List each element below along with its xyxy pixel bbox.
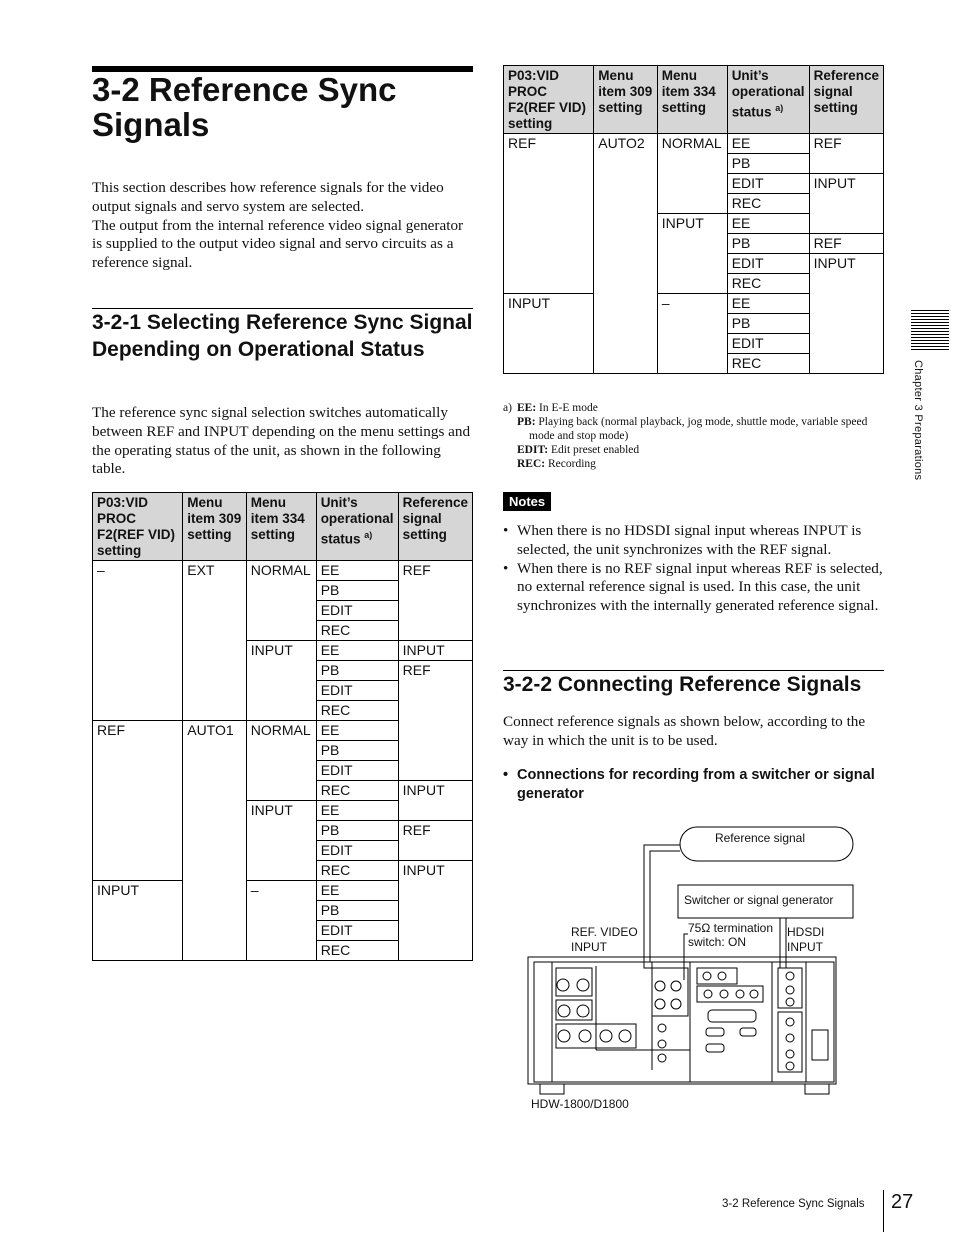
table-cell: REC [316, 941, 398, 961]
bullet-mark: • [503, 767, 509, 783]
subsection-2-text: Connect reference signals as shown below, according to the way in which the unit is to be used. [503, 713, 866, 749]
table-cell: PB [316, 821, 398, 841]
table-cell: PB [316, 581, 398, 601]
table-cell: PB [316, 661, 398, 681]
table-cell: REF [398, 821, 472, 861]
note-item: • When there is no HDSDI signal input whereas INPUT is selected, the unit synchronizes with the REF signal. [503, 522, 888, 560]
footnote-marker: a) [364, 530, 373, 540]
table-cell: EDIT [316, 681, 398, 701]
table-cell: EE [316, 721, 398, 741]
table-cell: NORMAL [246, 561, 316, 641]
table-cell: PB [316, 741, 398, 761]
table-cell: REC [316, 781, 398, 801]
table-cell: EE [316, 561, 398, 581]
notes-list [503, 522, 888, 616]
table-cell: REF [398, 561, 472, 641]
table-cell: REC [316, 861, 398, 881]
table-cell: – [246, 881, 316, 961]
header-operational-status [727, 66, 809, 134]
header-menu-334: Menu item 334 setting [657, 66, 727, 134]
table-cell: INPUT [93, 881, 183, 961]
table-cell: NORMAL [657, 134, 727, 214]
footnote-desc: Recording [548, 458, 596, 470]
footnote-wrap [517, 415, 883, 443]
footnote-term: EDIT: [517, 444, 549, 456]
hdsdi-input-label [787, 925, 824, 955]
table-cell: EDIT [316, 841, 398, 861]
table-cell: INPUT [246, 801, 316, 881]
table-cell: EDIT [727, 254, 809, 274]
chapter-label: Chapter 3 Preparations [912, 360, 924, 481]
table-cell: PB [316, 901, 398, 921]
reference-table-2 [503, 65, 884, 374]
ref-video-input-line: REF. VIDEO [571, 925, 638, 939]
connection-bullet [503, 766, 888, 804]
header-menu-309: Menu item 309 setting [183, 493, 247, 561]
table-cell: INPUT [657, 214, 727, 294]
table-cell: PB [727, 234, 809, 254]
table-cell: AUTO1 [183, 721, 247, 961]
footnote-line [503, 415, 883, 443]
header-reference-signal: Reference signal setting [809, 66, 883, 134]
footer-section: 3-2 Reference Sync Signals [722, 1198, 865, 1210]
footnote-line [503, 457, 883, 471]
table-cell: EXT [183, 561, 247, 721]
hdsdi-input-line: HDSDI [787, 925, 825, 939]
table-cell: EDIT [316, 921, 398, 941]
header-menu-309: Menu item 309 setting [594, 66, 658, 134]
footnote-term: PB: [517, 416, 536, 428]
footnote-label: a) [503, 402, 512, 414]
footnote-desc: Playing back (normal playback, jog mode, shuttle mode, variable speed mode and stop mode) [529, 416, 868, 442]
subsection-1-text: The reference sync signal selection switches automatically between REF and INPUT depending on the menu settings and the operating status of the unit, as shown in the following table. [92, 404, 471, 478]
table-cell: INPUT [504, 294, 594, 374]
termination-label [688, 921, 773, 949]
table-cell: PB [727, 314, 809, 334]
subsection-2-title: 3-2-2 Connecting Reference Signals [503, 673, 862, 696]
section-rule [92, 308, 473, 309]
table-cell: REC [727, 354, 809, 374]
intro-paragraph-2: The output from the internal reference video signal generator is supplied to the output video signal and servo circuits as a reference signal. [92, 216, 464, 272]
model-label: HDW-1800/D1800 [531, 1097, 629, 1111]
subsection-1-title: 3-2-1 Selecting Reference Sync Signal Depending on Operational Status [92, 311, 473, 361]
table-cell: EE [316, 881, 398, 901]
table-cell: REC [316, 621, 398, 641]
footer-rule [883, 1190, 884, 1232]
footnote-line [503, 443, 883, 457]
table-cell: INPUT [398, 781, 472, 821]
chapter-tab [911, 310, 949, 352]
table-cell: – [657, 294, 727, 374]
reference-table-1 [92, 492, 473, 961]
table-cell: EDIT [316, 761, 398, 781]
table-cell: EE [727, 214, 809, 234]
table-cell: REC [727, 274, 809, 294]
termination-line: 75Ω termination [688, 921, 774, 935]
ref-video-input-line: INPUT [571, 940, 607, 954]
table-cell: REF [504, 134, 594, 294]
header-operational-status [316, 493, 398, 561]
table-cell: EDIT [316, 601, 398, 621]
header-vid-proc: P03:VID PROC F2(REF VID) setting [504, 66, 594, 134]
table-cell: PB [727, 154, 809, 174]
notes-badge: Notes [503, 492, 551, 511]
table-cell: INPUT [809, 254, 883, 374]
table-cell: REF [93, 721, 183, 881]
footnote-marker: a) [775, 103, 784, 113]
header-menu-334: Menu item 334 setting [246, 493, 316, 561]
ref-cable-inner [650, 851, 680, 962]
note-item: • When there is no REF signal input whereas REF is selected, no external reference signal is used. In this case, the unit synchronizes with the internally generated reference signal. [503, 560, 888, 616]
table-cell: INPUT [809, 174, 883, 234]
table-cell: INPUT [398, 861, 472, 961]
footnote-term: EE: [517, 402, 537, 414]
table-cell: EE [316, 641, 398, 661]
table-cell: – [93, 561, 183, 721]
connection-bullet-text: Connections for recording from a switcher or signal generator [517, 767, 875, 802]
table-cell: REC [316, 701, 398, 721]
table-cell: EE [727, 134, 809, 154]
connection-diagram [500, 820, 860, 1120]
table-cell: NORMAL [246, 721, 316, 801]
table-cell: EE [316, 801, 398, 821]
hdsdi-input-line: INPUT [787, 940, 823, 954]
table-cell: INPUT [246, 641, 316, 721]
footnote-desc: In E-E mode [539, 402, 598, 414]
table-cell: EDIT [727, 174, 809, 194]
table-cell: AUTO2 [594, 134, 658, 374]
table-cell: REF [398, 661, 472, 781]
table-cell: EDIT [727, 334, 809, 354]
intro-paragraph-1: This section describes how reference signals for the video output signals and servo system are selected. [92, 179, 444, 215]
footnote-term: REC: [517, 458, 546, 470]
ref-video-input-label [571, 925, 638, 955]
table-cell: EE [727, 294, 809, 314]
page-title: 3-2 Reference Sync Signals [92, 71, 397, 143]
footnote-line [503, 401, 883, 415]
intro [92, 179, 474, 273]
switcher-label: Switcher or signal generator [684, 893, 834, 907]
table-cell: REC [727, 194, 809, 214]
header-vid-proc: P03:VID PROC F2(REF VID) setting [93, 493, 183, 561]
table-cell: REF [809, 134, 883, 174]
footnote-desc: Edit preset enabled [550, 444, 640, 456]
table-cell: REF [809, 234, 883, 254]
header-reference-signal: Reference signal setting [398, 493, 472, 561]
section-rule [503, 670, 884, 671]
table-cell: INPUT [398, 641, 472, 661]
reference-signal-label: Reference signal [714, 831, 806, 845]
footnote [503, 401, 883, 471]
header-operational-status-text: Unit’s operational status [731, 68, 805, 120]
ref-cable-outer [644, 845, 680, 968]
termination-line: switch: ON [688, 935, 747, 949]
page-number: 27 [891, 1191, 914, 1213]
header-operational-status-text: Unit’s operational status [320, 495, 394, 547]
